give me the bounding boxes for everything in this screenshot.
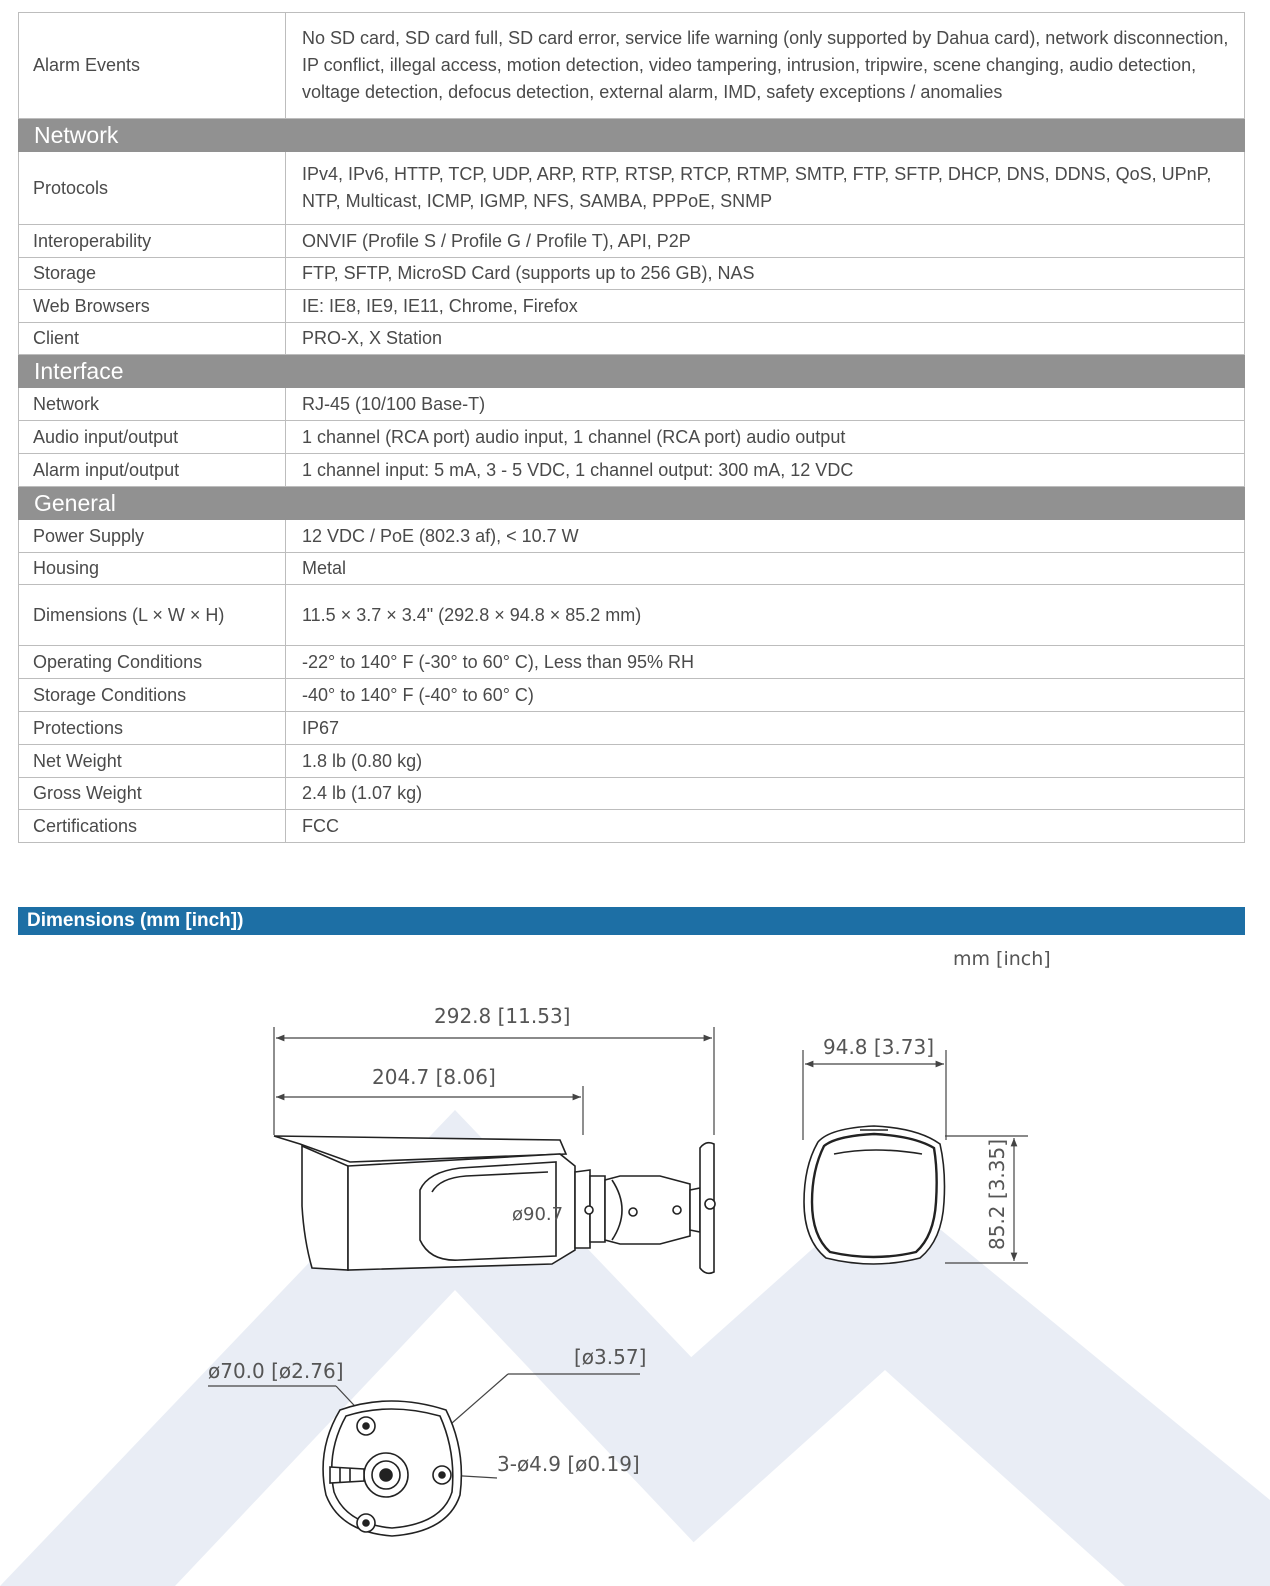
table-row [19,152,1245,225]
height-label: 85.2 [3.35] [985,1138,1009,1250]
camera-side-view [274,1136,715,1273]
spec-value: FCC [286,810,1245,843]
camera-mount-bottom-view [323,1401,461,1536]
spec-label: Protocols [19,152,286,225]
section-title: Network [19,119,1245,152]
spec-label: Web Browsers [19,290,286,323]
table-row [19,810,1245,843]
spec-label: Gross Weight [19,778,286,810]
dimensions-header: Dimensions (mm [inch]) [18,907,1245,935]
section-header-interface [19,355,1245,388]
spec-value: PRO-X, X Station [286,323,1245,355]
table-row [19,421,1245,454]
table-row [19,323,1245,355]
spec-value: -40° to 140° F (-40° to 60° C) [286,679,1245,712]
overall-length-label: 292.8 [11.53] [434,1004,571,1028]
lens-diameter-label: ø90.7 [512,1204,564,1225]
spec-label: Interoperability [19,225,286,258]
spec-value: 2.4 lb (1.07 kg) [286,778,1245,810]
spec-label: Power Supply [19,520,286,553]
table-row [19,388,1245,421]
table-row [19,778,1245,810]
spec-label: Certifications [19,810,286,843]
spec-label: Operating Conditions [19,646,286,679]
section-header-general [19,487,1245,520]
table-row [19,553,1245,585]
spec-label: Net Weight [19,745,286,778]
spec-label: Client [19,323,286,355]
spec-value: RJ-45 (10/100 Base-T) [286,388,1245,421]
dimension-drawing [0,940,1270,1586]
spec-value: ONVIF (Profile S / Profile G / Profile T), API, P2P [286,225,1245,258]
table-row [19,712,1245,745]
width-label: 94.8 [3.73] [823,1035,935,1059]
screw-holes-label: 3-ø4.9 [ø0.19] [497,1452,640,1476]
table-row [19,646,1245,679]
table-row [19,454,1245,487]
spec-label: Housing [19,553,286,585]
table-row [19,679,1245,712]
table-row [19,585,1245,646]
spec-label: Alarm Events [19,13,286,119]
spec-value: No SD card, SD card full, SD card error, service life warning (only supported by Dahua card), network disconnection, IP conflict, illegal access, motion detection, video tampering, intrusion, tripwire, scene changing, audio detection, voltage detection, defocus detection, external alarm, IMD, safety exceptions / anomalies [286,13,1245,119]
spec-value: 1 channel (RCA port) audio input, 1 channel (RCA port) audio output [286,421,1245,454]
camera-front-view [804,1126,945,1264]
table-row [19,13,1245,119]
table-row [19,520,1245,553]
body-length-label: 204.7 [8.06] [372,1065,496,1089]
spec-label: Storage Conditions [19,679,286,712]
table-row [19,225,1245,258]
units-label: mm [inch] [953,948,1051,970]
spec-label: Protections [19,712,286,745]
section-header-network [19,119,1245,152]
section-title: Interface [19,355,1245,388]
spec-value: 1.8 lb (0.80 kg) [286,745,1245,778]
base-diameter-label: ø70.0 [ø2.76] [208,1359,344,1383]
table-row [19,290,1245,323]
spec-value: IE: IE8, IE9, IE11, Chrome, Firefox [286,290,1245,323]
spec-label: Network [19,388,286,421]
spec-value: IPv4, IPv6, HTTP, TCP, UDP, ARP, RTP, RTSP, RTCP, RTMP, SMTP, FTP, SFTP, DHCP, DNS, DDNS, QoS, UPnP, NTP, Multicast, ICMP, IGMP, NFS, SAMBA, PPPoE, SNMP [286,152,1245,225]
spec-value: Metal [286,553,1245,585]
spec-label: Alarm input/output [19,454,286,487]
spec-value: 12 VDC / PoE (802.3 af), < 10.7 W [286,520,1245,553]
spec-value: -22° to 140° F (-30° to 60° C), Less than 95% RH [286,646,1245,679]
section-title: General [19,487,1245,520]
table-row [19,258,1245,290]
spec-table [18,12,1245,843]
spec-label: Dimensions (L × W × H) [19,585,286,646]
spec-value: IP67 [286,712,1245,745]
mount-circle-label: [ø3.57] [574,1345,647,1369]
spec-label: Audio input/output [19,421,286,454]
spec-value: 1 channel input: 5 mA, 3 - 5 VDC, 1 channel output: 300 mA, 12 VDC [286,454,1245,487]
table-row [19,745,1245,778]
spec-value: 11.5 × 3.7 × 3.4" (292.8 × 94.8 × 85.2 mm) [286,585,1245,646]
spec-value: FTP, SFTP, MicroSD Card (supports up to 256 GB), NAS [286,258,1245,290]
spec-label: Storage [19,258,286,290]
